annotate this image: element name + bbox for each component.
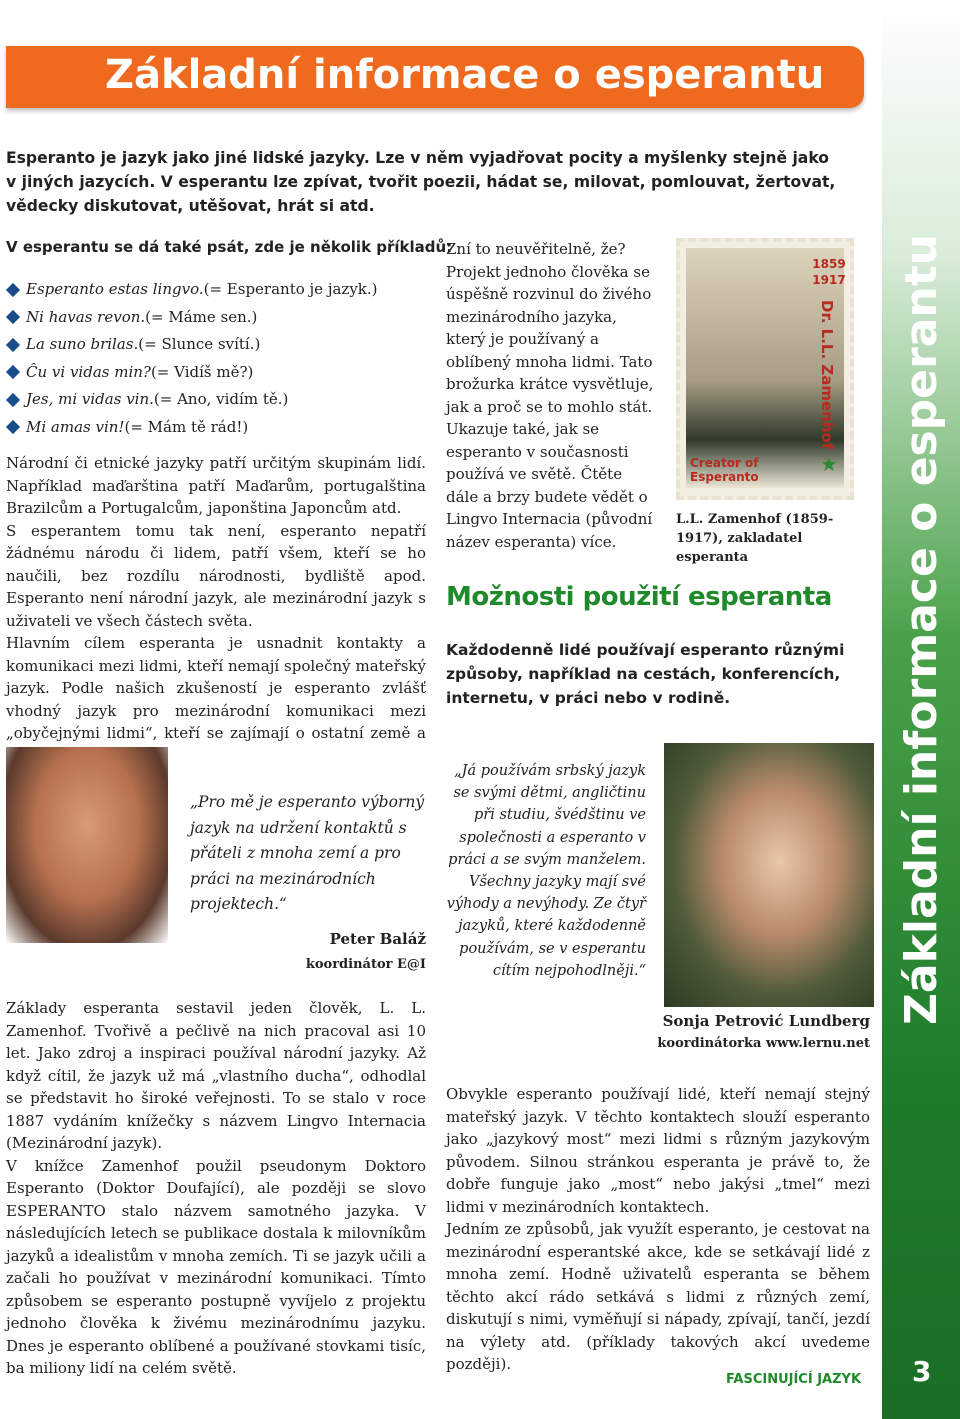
col3-paragraph: Obvykle esperanto používají lidé, kteří nemají stejný mateřský jazyk. V těchto kontaktech slouží esperanto jako „jazykový most“ mezi lidmi s různým jazykovým původem. Silnou stránkou esperanta je právě to, že dobře funguje jako „most“ nebo jakýsi „tmel“ mezi lidmi v mezinárodních kontaktech. <box>446 1085 870 1216</box>
col1-paragraph: S esperantem tomu tak není, esperanto nepatří žádnému národu či lidem, patří všem, kteří se ho naučili, bez rozdílu národnosti, bydliště apod. Esperanto není národní jazyk, ale mezinárodní jazyk s uživateli ve všech částech světa. <box>6 521 426 630</box>
quote-sonja-name: Sonja Petrović Lundberg <box>662 1012 870 1030</box>
example-item: Ĉu vi vidas min? (= Vidíš mě?) <box>6 359 426 387</box>
quote-peter: „Pro mě je esperanto výborný jazyk na udržení kontaktů s přáteli z mnoha zemí a pro práci na mezinárodních projektech.“ <box>190 793 425 913</box>
stamp-years: 1859 1917 <box>812 257 846 287</box>
col3-text <box>446 1083 870 1376</box>
examples-heading: V esperantu se dá také psát, zde je několik příkladů: <box>6 238 453 256</box>
col1-bottom-text <box>6 997 426 1380</box>
section-lead: Každodenně lidé používají esperanto různými způsoby, například na cestách, konferencích, internetu, v práci nebo v rodině. <box>446 641 845 707</box>
section-title: Možnosti použití esperanta <box>446 582 832 612</box>
diamond-bullet-icon <box>6 393 20 407</box>
quote-sonja: „Já používám srbský jazyk se svými dětmi, angličtinu při studiu, švédštinu ve společnosti a esperanto v práci a se svým manželem. Všechny jazyky mají své výhody a nevýhody. Ze čtyř jazyků, které každodenně používám, se v esperantu cítím nejpohodlněji.“ <box>446 763 646 979</box>
quote-peter-role: koordinátor E@I <box>305 957 426 972</box>
col1-text <box>6 452 426 767</box>
diamond-bullet-icon <box>6 338 20 352</box>
example-item: Ni havas revon. (= Máme sen.) <box>6 304 426 332</box>
photo-sonja-and-child <box>664 743 874 1007</box>
quote-sonja-role: koordinátorka www.lernu.net <box>657 1036 870 1051</box>
page-number: 3 <box>912 1355 932 1388</box>
col2-text: Zní to neuvěřitelně, že? Projekt jednoho člověka se úspěšně rozvinul do živého mezinárodního jazyka, který je používaný a oblíbený mnoha lidmi. Tato brožurka krátce vysvětluje, jak a proč se to mohlo stát. Ukazuje také, jak se esperanto v současnosti používá ve světě. Čtěte dále a brzy budete vědět o Lingvo Internacia (původní název esperanta) více. <box>446 240 654 551</box>
examples-list <box>6 276 426 441</box>
example-item: Mi amas vin! (= Mám tě rád!) <box>6 414 426 442</box>
col1-paragraph: V knížce Zamenhof použil pseudonym Doktoro Esperanto (Doktor Doufající), ale později se slovo ESPERANTO stalo názvem samotného jazyka. V následujících letech se publikace dostala k milovníkům jazyků a idealistům v mnoha zemích. Ti se jazyk učili a začali ho používat v mezinárodní komunikaci. Tímto způsobem se esperanto postupně vyvíjelo z projektu jednoho člověka k živému mezinárodnímu jazyku. Dnes je esperanto oblíbené a používané stovkami tisíc, ba miliony lidí na celém světě. <box>6 1156 426 1377</box>
page-title: Základní informace o esperantu <box>105 52 825 98</box>
diamond-bullet-icon <box>6 420 20 434</box>
stamp-side-text: Dr. L.L. Zamenhof <box>818 300 836 450</box>
col1-paragraph: Základy esperanta sestavil jeden člověk, L. L. Zamenhof. Tvořivě a pečlivě na nich pracoval asi 10 let. Jako zdroj a inspiraci používal národní jazyky. Až když cítil, že jazyk už má „vlastního ducha“, odhodlal se představit ho široké veřejnosti. To se stalo v roce 1887 vydáním knížečky s názvem Lingvo Internacia (Mezinárodní jazyk). <box>6 999 426 1152</box>
photo-peter-balaz <box>6 747 168 943</box>
diamond-bullet-icon <box>6 365 20 379</box>
stamp-caption: L.L. Zamenhof (1859-1917), zakladatel esperanta <box>676 512 834 565</box>
example-item: Jes, mi vidas vin. (= Ano, vidím tě.) <box>6 386 426 414</box>
green-star-icon: ★ <box>820 452 838 476</box>
diamond-bullet-icon <box>6 283 20 297</box>
stamp-creator-text: Creator of Esperanto <box>690 456 759 484</box>
sidebar-title <box>892 965 960 1025</box>
example-item: La suno brilas. (= Slunce svítí.) <box>6 331 426 359</box>
col1-paragraph: Hlavním cílem esperanta je usnadnit kontakty a komunikaci mezi lidmi, kteří nemají společný mateřský jazyk. Podle našich zkušeností je esperanto zvlášť vhodný jazyk pro mezinárodní komunikaci mezi „obyčejnými lidmi“, kteří se zajímají o ostatní země a <box>6 634 426 742</box>
quote-peter-name: Peter Baláž <box>329 930 426 948</box>
col1-paragraph: Národní či etnické jazyky patří určitým skupinám lidí. Například maďarština patří Maďarům, portugalština Brazilcům a Portugalcům, japonština Japoncům atd. <box>6 454 426 517</box>
footer-label: FASCINUJÍCÍ JAZYK <box>726 1372 862 1387</box>
col3-paragraph: Jedním ze způsobů, jak využít esperanto, je cestovat na mezinárodní esperantské akce, kde se setkávají lidé z mnoha zemí. Hodně uživatelů esperanta se během těchto akcí rádo setkává s lidmi z různých zemí, diskutují s nimi, vyměňují si nápady, zpívají, tančí, jezdí na výlety atd. (příklady takových akcí uvedeme později). <box>446 1220 870 1373</box>
diamond-bullet-icon <box>6 310 20 324</box>
intro-paragraph: Esperanto je jazyk jako jiné lidské jazyky. Lze v něm vyjadřovat pocity a myšlenky stejně jako v jiných jazycích. V esperantu lze zpívat, tvořit poezii, hádat se, milovat, pomlouvat, žertovat, vědecky diskutovat, utěšovat, hrát si atd. <box>6 149 836 215</box>
example-item: Esperanto estas lingvo. (= Esperanto je jazyk.) <box>6 276 426 304</box>
